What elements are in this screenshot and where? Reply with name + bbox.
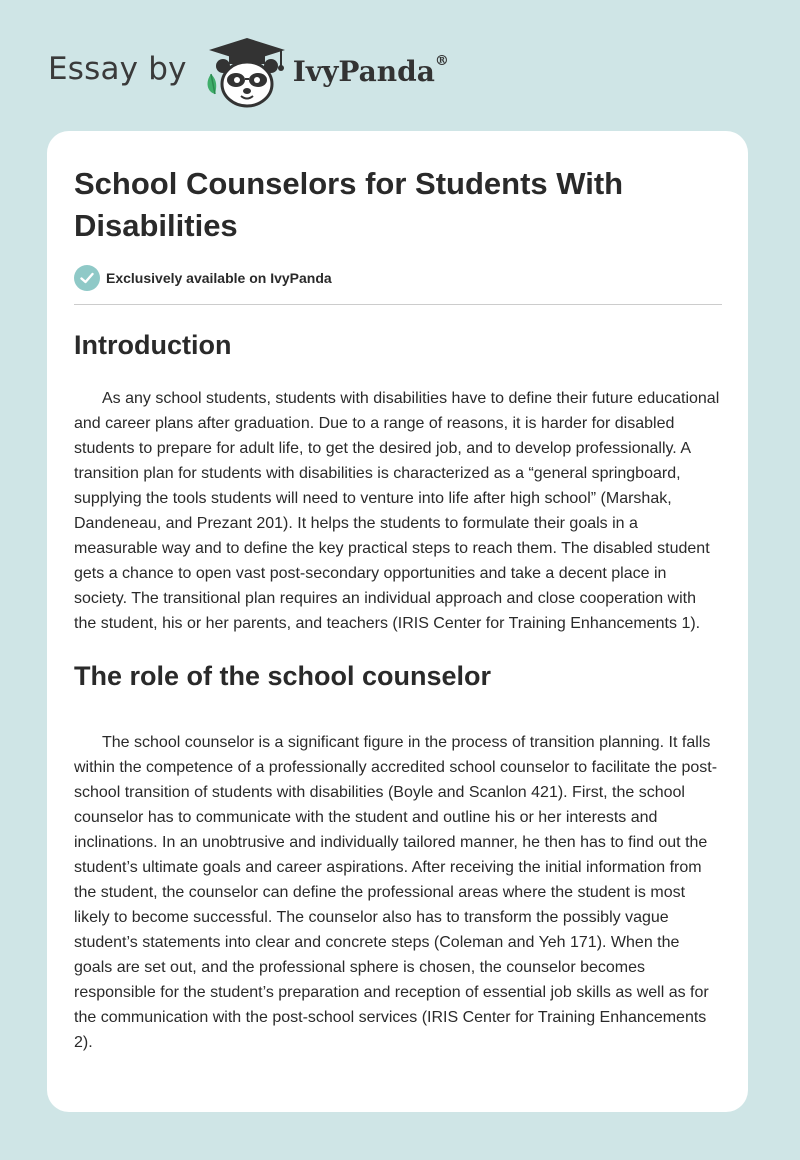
section-paragraph-introduction: As any school students, students with disabilities have to define their future educational and career plans after graduation. Due to a range of reasons, it is harder for disabled students to prepare for adult life, to get the desired job, and to develop professionally. A transition plan for students with disabilities is characterized as a “general springboard, supplying the tools students will need to venture into life after high school” (Marshak, Dandeneau, and Prezant 201). It helps the students to formulate their goals in a measurable way and to define the key practical steps to reach them. The disabled student gets a chance to open vast post-secondary opportunities and take a decent place in society. The transitional plan requires an individual approach and close cooperation with the student, his or her parents, and teachers (IRIS Center for Training Enhancements 1). — [74, 390, 720, 632]
exclusive-label: Exclusively available on IvyPanda — [106, 270, 332, 286]
site-header — [48, 34, 548, 110]
brand-name[interactable]: IvyPanda® — [292, 52, 449, 88]
section-paragraph-counselor-role: The school counselor is a significant figure in the process of transition planning. It falls within the competence of a professionally accredited school counselor to facilitate the post-school transition of students with disabilities (Boyle and Scanlon 421). First, the school counselor has to communicate with the student and outline his or her interests and inclinations. In an unobtrusive and individually tailored manner, he then has to find out the student’s ultimate goals and career aspirations. After receiving the initial information from the student, the counselor can define the professional areas where the student is most likely to become successful. The counselor also has to transform the possibly vague student’s statements into clear and concrete steps (Coleman and Yeh 171). When the goals are set out, and the professional sphere is chosen, the counselor becomes responsible for the student’s preparation and reception of essential job skills as well as for the communication with the post-school services (IRIS Center for Training Enhancements 2). — [74, 734, 718, 1051]
article-card — [47, 131, 748, 1112]
essay-by-label: Essay by — [48, 51, 187, 87]
panda-graduate-icon[interactable] — [203, 34, 291, 110]
section-heading-introduction: Introduction — [74, 330, 232, 360]
section-heading-counselor-role: The role of the school counselor — [74, 661, 492, 691]
article-content — [74, 163, 722, 1055]
exclusive-badge — [74, 264, 722, 292]
check-icon — [74, 265, 100, 291]
page-title: School Counselors for Students With Disabilities — [74, 166, 624, 243]
divider — [74, 304, 722, 305]
registered-mark: ® — [434, 52, 449, 69]
